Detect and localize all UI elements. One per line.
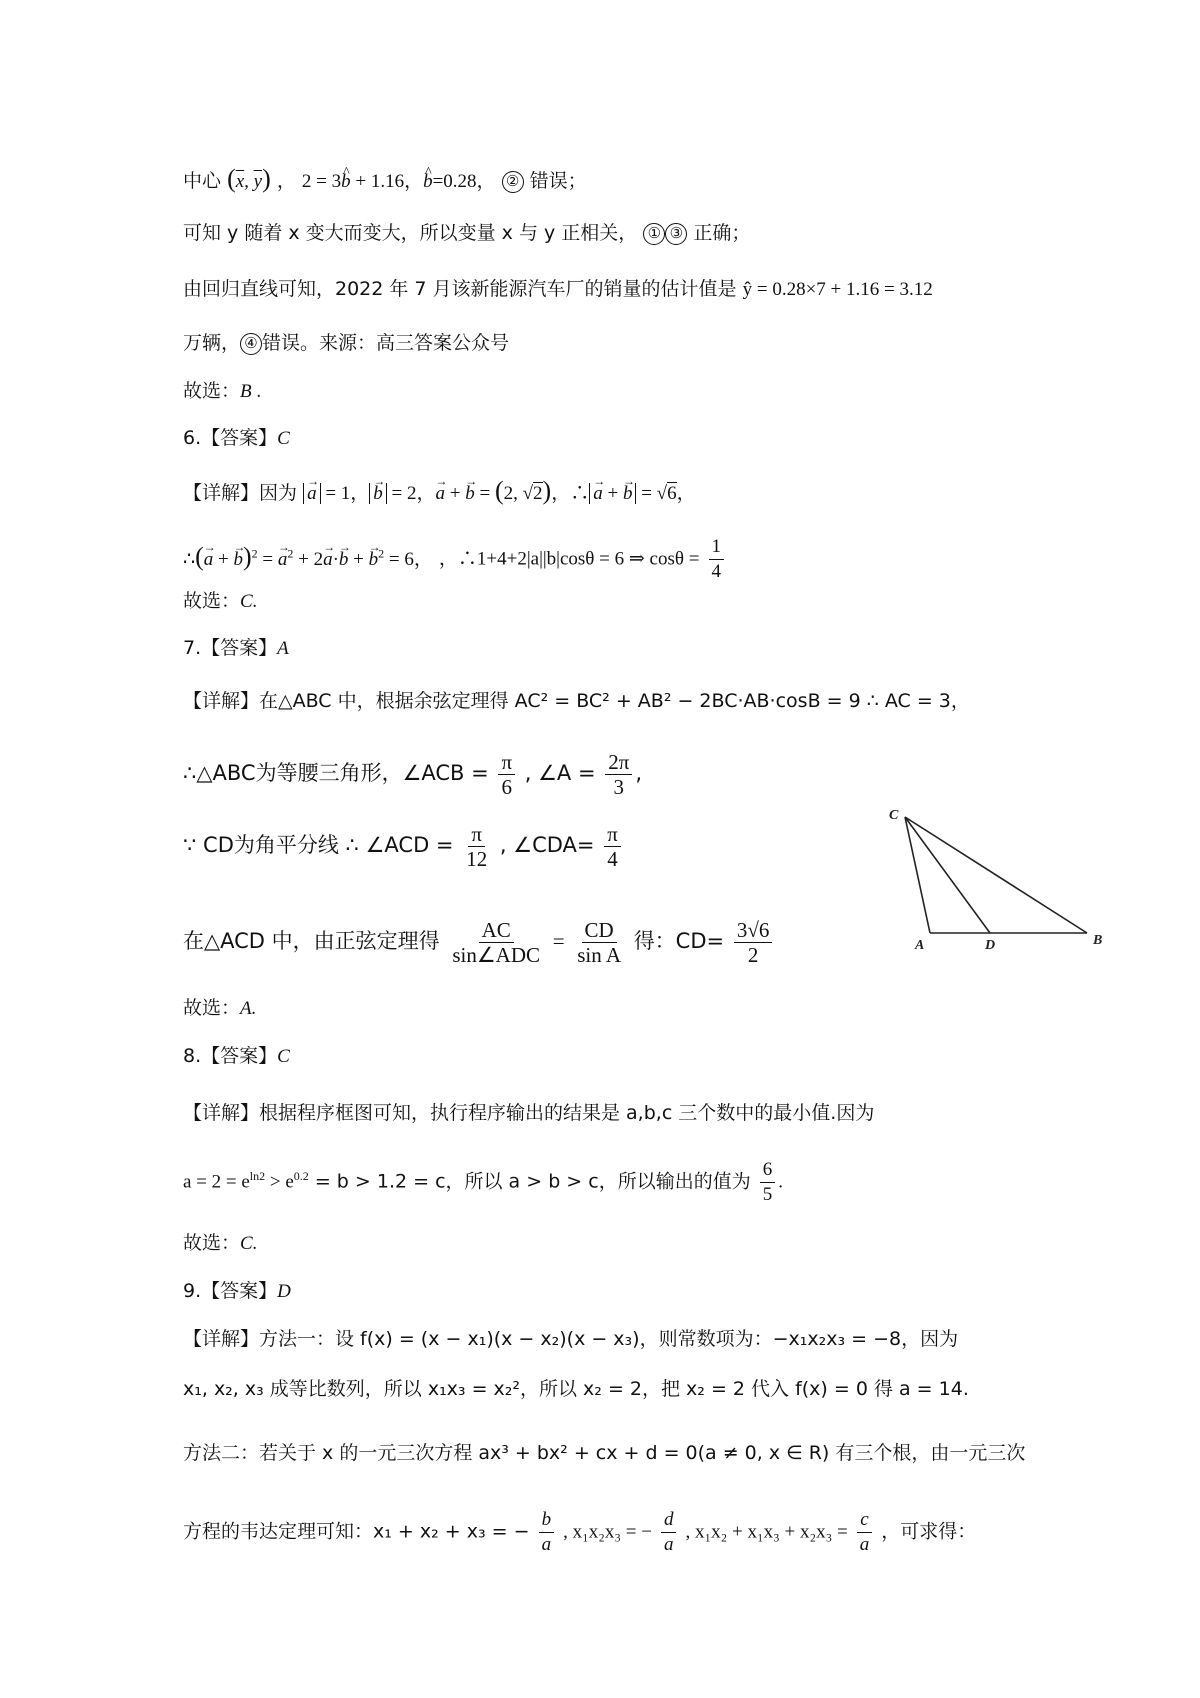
text: 正确； (693, 222, 751, 244)
fraction-cos (709, 535, 725, 584)
answer: C. (240, 591, 258, 612)
text: 万辆， (183, 332, 241, 354)
fraction-a (605, 750, 632, 799)
answer: C (277, 1046, 290, 1067)
q9-title (183, 1278, 291, 1305)
circled-number: ③ (665, 223, 687, 245)
text: 8.【答案】 (183, 1045, 278, 1067)
q8-detail-2 (183, 1158, 783, 1207)
denominator: 3 (613, 775, 625, 799)
numerator: CD (582, 918, 617, 943)
side-cb (905, 817, 1087, 933)
text: , ∠A = (524, 761, 596, 785)
period: . (251, 381, 262, 402)
comma: ， (276, 170, 296, 192)
circled-number: ① (643, 223, 665, 245)
q7-detail-2 (183, 750, 642, 799)
fraction-acd (463, 822, 490, 871)
text: > e (265, 1171, 294, 1193)
equation-b: 2 = 3^ b + 1.16，^ b=0.28， (302, 171, 496, 192)
text: 方程的韦达定理可知：x₁ + x₂ + x₃ = − (183, 1520, 530, 1543)
select-q6 (183, 588, 257, 615)
text: , x₁x₂ + x₁x₃ + x₂x₃ = (685, 1521, 848, 1543)
text: 错误。来源：高三答案公众号 (262, 332, 510, 354)
vector-equations: → a = 1， → b = 2，→ a + → b = (2, √2)，∴ → a + → b = √6， (303, 483, 696, 504)
text: ∴△ABC为等腰三角形，∠ACB = (183, 761, 489, 785)
numerator: d (661, 1508, 677, 1533)
numerator: 1 (709, 535, 725, 560)
period: . (778, 1171, 784, 1193)
denominator: 4 (711, 561, 721, 582)
estimate-equation: ŷ = 0.28×7 + 1.16 = 3.12 (742, 279, 933, 300)
line-correlation (183, 220, 750, 246)
text: 错误； (529, 170, 587, 192)
text: , ∠CDA= (499, 833, 595, 857)
q7-detail-3 (183, 822, 624, 871)
denominator: 4 (607, 847, 618, 871)
q9-detail-3 (183, 1440, 1025, 1466)
q7-title (183, 635, 289, 662)
label-a: A (915, 938, 925, 950)
comma: , (635, 761, 643, 785)
denominator: 12 (466, 847, 488, 871)
q8-title (183, 1043, 290, 1070)
text: 7.【答案】 (183, 637, 278, 659)
select-q7 (183, 995, 256, 1022)
denominator: 2 (747, 943, 759, 967)
text: 6.【答案】 (183, 427, 278, 449)
fraction-cda (604, 822, 621, 871)
answer: C (277, 428, 290, 449)
select-q8 (183, 1230, 257, 1257)
text: , x₁x₂x₃ = − (563, 1521, 652, 1543)
text: 【详解】因为 (183, 482, 298, 504)
answer: C. (240, 1233, 258, 1254)
q9-detail-4 (183, 1508, 976, 1557)
cos-derivation: ，∴1+4+2|a||b|cosθ = 6 ⇒ cosθ = (438, 548, 700, 570)
numerator: π (498, 750, 515, 775)
denominator: 5 (762, 1184, 773, 1205)
numerator: π (468, 822, 485, 847)
circled-number: ④ (240, 333, 262, 355)
text: ，可求得： (881, 1520, 977, 1543)
answer: A. (240, 998, 257, 1019)
select-q5 (183, 378, 261, 405)
text: 中心 (183, 170, 222, 192)
denominator: sin∠ADC (452, 943, 541, 967)
fraction-c-over-a (857, 1508, 873, 1557)
numerator: AC (479, 918, 514, 943)
text: 在△ACD 中，由正弦定理得 (183, 929, 440, 953)
q9-detail-2 (183, 1376, 969, 1402)
text: 得：CD= (633, 929, 725, 953)
exponent: 0.2 (293, 1169, 309, 1184)
text: 由回归直线可知，2022 年 7 月该新能源汽车厂的销量的估计值是 (183, 278, 737, 300)
numerator: c (857, 1508, 871, 1533)
text: 【详解】在△ABC 中，根据余弦定理得 AC² = BC² + AB² − 2BC·AB·cosB = 9 ∴ AC = 3， (183, 690, 970, 712)
text: a = 2 = e (183, 1171, 250, 1193)
answer: D (277, 1281, 291, 1302)
q8-detail-1 (183, 1100, 874, 1126)
line-source (183, 330, 509, 356)
numerator: π (604, 822, 621, 847)
numerator: 3√6 (734, 918, 773, 943)
text: 故选： (183, 590, 241, 612)
fraction-b-over-a (539, 1508, 555, 1557)
fraction-cd (734, 918, 773, 967)
denominator: 6 (501, 775, 512, 799)
text: = b > 1.2 = c，所以 a > b > c，所以输出的值为 (308, 1170, 751, 1193)
fraction-sine-1 (449, 918, 543, 967)
line-center (183, 166, 587, 195)
text: 故选： (183, 997, 241, 1019)
q9-detail-1 (183, 1326, 958, 1352)
answer: A (277, 638, 289, 659)
answer: B (240, 381, 252, 402)
numerator: 2π (605, 750, 632, 775)
triangle-figure (865, 805, 1115, 950)
text: 【详解】根据程序框图可知，执行程序输出的结果是 a,b,c 三个数中的最小值.因为 (183, 1102, 875, 1124)
text: 可知 y 随着 x 变大而变大，所以变量 x 与 y 正相关， (183, 222, 638, 244)
exponent: ln2 (249, 1169, 266, 1184)
vector-square: ∴(→ a + → b)$^2$ = → $a^2 + 2\to a\cdot\to b$ + → $b^2 = 6$， (183, 549, 433, 570)
q7-detail-1 (183, 688, 970, 714)
q7-detail-4 (183, 918, 775, 967)
numerator: 6 (760, 1158, 776, 1183)
text: 故选： (183, 1232, 241, 1254)
numerator: b (539, 1508, 555, 1533)
circled-number: ② (502, 171, 524, 193)
denominator: a (541, 1534, 552, 1555)
fraction-sine-2 (574, 918, 624, 967)
label-c: C (889, 808, 899, 823)
line-estimate (183, 276, 933, 303)
text: x₁, x₂, x₃ 成等比数列，所以 x₁x₃ = x₂²，所以 x₂ = 2，把 x₂ = 2 代入 f(x) = 0 得 a = 14. (183, 1378, 969, 1400)
equals: = (552, 929, 565, 953)
denominator: a (859, 1534, 870, 1555)
text: ∵ CD为角平分线 ∴ ∠ACD = (183, 833, 454, 857)
text: 方法二：若关于 x 的一元三次方程 ax³ + bx² + cx + d = 0(a ≠ 0, x ∈ R) 有三个根，由一元三次 (183, 1442, 1026, 1464)
text: 故选： (183, 380, 241, 402)
q6-title (183, 425, 290, 452)
denominator: sin A (577, 943, 621, 967)
denominator: a (663, 1534, 674, 1555)
fraction-d-over-a (661, 1508, 677, 1557)
text: 【详解】方法一：设 f(x) = (x − x₁)(x − x₂)(x − x₃)，则常数项为：−x₁x₂x₃ = −8，因为 (183, 1328, 959, 1350)
fraction-acb (498, 750, 515, 799)
fraction-output (760, 1158, 776, 1207)
q6-detail-1 (183, 478, 696, 507)
q6-detail-2 (183, 535, 727, 584)
label-b: B (1093, 933, 1103, 948)
center-point: ($\overline{x}$, $\overline{y}$) (227, 164, 271, 193)
text: 9.【答案】 (183, 1280, 278, 1302)
label-d: D (985, 938, 996, 950)
